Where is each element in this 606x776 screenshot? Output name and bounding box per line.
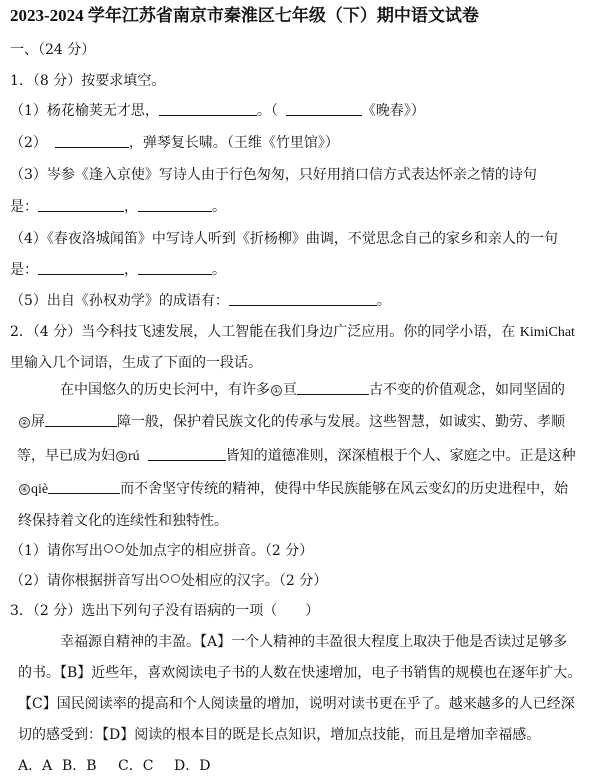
char-ping: 屏 bbox=[31, 414, 45, 430]
mark-1-small-icon bbox=[104, 544, 113, 553]
q2-sub-2 bbox=[10, 571, 606, 591]
q1-blank-1[interactable] bbox=[159, 101, 257, 116]
mark-4-small-icon bbox=[171, 574, 180, 583]
q2-passage-line-3 bbox=[17, 446, 606, 467]
mark-4: ④ bbox=[20, 485, 29, 494]
section-1-heading: 一、（24 分） bbox=[10, 42, 96, 58]
q3-text-line-1: 幸福源自精神的丰盈。【A】一个人精神的丰盈很大程度上取决于他是否读过足够多 bbox=[60, 634, 568, 650]
q1-item-2-text: ，弹琴复长啸。（王维《竹里馆》） bbox=[128, 135, 339, 151]
q2-sub-2-a: （2）请你根据拼音写出 bbox=[10, 573, 159, 589]
q3-stem: 3．（2 分）选出下列句子没有语病的一项（ ） bbox=[10, 603, 320, 619]
q1-item-4-cont bbox=[10, 260, 606, 280]
q1-item-2-label: （2） bbox=[10, 135, 47, 151]
q1-item-3-comma: ， bbox=[124, 199, 138, 215]
mark-1: ① bbox=[272, 386, 281, 395]
q2-stem-a: 2．（4 分）当今科技飞速发展，人工智能在我们身边广泛应用。你的同学小语，在 bbox=[10, 324, 520, 340]
q2-passage-2b: 障一般，保护着民族文化的传承与发展。这些智慧，如诚实、勤劳、孝顺 bbox=[117, 414, 565, 430]
mark-2-small-icon bbox=[115, 544, 124, 553]
q1-item-4-shi: 是： bbox=[10, 262, 38, 278]
mark-3-small-icon bbox=[160, 574, 169, 583]
q2-blank-2[interactable] bbox=[45, 412, 117, 427]
page-title: 2023-2024 学年江苏省南京市秦淮区七年级（下）期中语文试卷 bbox=[10, 6, 479, 25]
pinyin-qie: qiè bbox=[31, 482, 49, 497]
q3-text-line-2: 的书。【B】近些年，喜欢阅读电子书的人数在快速增加，电子书销售的规模也在逐年扩大。 bbox=[18, 665, 582, 681]
q1-item-5-period: 。 bbox=[376, 293, 391, 309]
q1-blank-7[interactable] bbox=[138, 260, 212, 275]
q2-passage-line-5: 终保持着文化的连续性和独特性。 bbox=[18, 513, 228, 529]
q1-item-4: （4）《春夜洛城闻笛》中写诗人听到《折杨柳》曲调，不觉思念自己的家乡和亲人的一句 bbox=[10, 231, 558, 247]
q1-blank-6[interactable] bbox=[38, 260, 124, 275]
q1-blank-4[interactable] bbox=[38, 197, 124, 212]
q1-item-1 bbox=[10, 101, 606, 121]
q1-item-2 bbox=[10, 133, 606, 153]
q3-text-line-4: 切的感受到：【D】阅读的根本目的既是长点知识，增加点技能，而且是增加幸福感。 bbox=[18, 727, 541, 743]
q2-passage-line-1 bbox=[60, 380, 606, 400]
q1-blank-2[interactable] bbox=[286, 101, 362, 116]
q2-passage-3a: 等，早已成为妇 bbox=[17, 448, 115, 464]
q1-item-3-shi: 是： bbox=[10, 199, 38, 215]
q2-sub-1-b: 处加点字的相应拼音。（2 分） bbox=[124, 543, 314, 559]
q3-options bbox=[18, 756, 606, 776]
q2-sub-1-a: （1）请你写出 bbox=[10, 543, 103, 559]
q2-blank-3[interactable] bbox=[148, 446, 226, 461]
q2-passage-1a: 在中国悠久的历史长河中，有许多 bbox=[60, 382, 270, 398]
q3-option-b[interactable]: B．B bbox=[62, 758, 97, 774]
q1-blank-8[interactable] bbox=[229, 291, 377, 306]
q2-sub-2-b: 处相应的汉字。（2 分） bbox=[180, 573, 328, 589]
q2-stem-kimichat: KimiChat bbox=[519, 325, 575, 340]
pinyin-ru: rú bbox=[128, 449, 140, 464]
q2-passage-line-2 bbox=[18, 412, 606, 432]
q3-text-line-3: 【C】国民阅读率的提高和个人阅读量的增加，说明对读书更在乎了。越来越多的人已经深 bbox=[18, 696, 575, 712]
mark-2: ② bbox=[20, 418, 29, 427]
q1-blank-3[interactable] bbox=[55, 133, 129, 148]
q1-item-4-comma: ， bbox=[124, 262, 138, 278]
q2-blank-1[interactable] bbox=[297, 380, 369, 395]
q1-item-3-cont bbox=[10, 197, 606, 217]
q2-stem bbox=[10, 322, 606, 343]
q1-blank-5[interactable] bbox=[138, 197, 212, 212]
q2-stem-cont: 里输入几个词语，生成了下面的一段话。 bbox=[10, 355, 262, 371]
q1-item-4-period: 。 bbox=[212, 262, 226, 278]
q2-passage-1b: 古不变的价值观念，如同坚固的 bbox=[369, 382, 565, 398]
q1-item-1-text: （1）杨花榆荚无才思， bbox=[10, 103, 159, 119]
q3-option-a[interactable]: A．A bbox=[18, 758, 53, 774]
q1-item-1-end: 《晚春》） bbox=[361, 103, 425, 119]
q2-sub-1 bbox=[10, 541, 606, 561]
q1-stem: 1．（8 分）按要求填空。 bbox=[10, 73, 166, 89]
q2-passage-3b: 皆知的道德准则，深深植根于个人、家庭之中。正是这种 bbox=[225, 448, 576, 464]
q1-item-5 bbox=[10, 291, 606, 311]
q1-item-3-period: 。 bbox=[212, 199, 226, 215]
q1-item-5-text: （5）出自《孙权劝学》的成语有： bbox=[10, 293, 229, 309]
q3-option-d[interactable]: D．D bbox=[174, 758, 211, 774]
mark-3: ③ bbox=[117, 452, 126, 461]
q2-passage-4b: 而不舍坚守传统的精神，使得中华民族能够在风云变幻的历史进程中，始 bbox=[120, 481, 569, 497]
char-gen: 亘 bbox=[283, 382, 297, 398]
q2-blank-4[interactable] bbox=[48, 479, 120, 494]
q1-item-3: （3）岑参《逢入京使》写诗人由于行色匆匆，只好用捎口信方式表达怀亲之情的诗句 bbox=[10, 167, 537, 183]
q1-item-1-mid: 。（ bbox=[256, 103, 278, 119]
q2-passage-line-4 bbox=[18, 479, 606, 500]
q3-option-c[interactable]: C．C bbox=[118, 758, 154, 774]
